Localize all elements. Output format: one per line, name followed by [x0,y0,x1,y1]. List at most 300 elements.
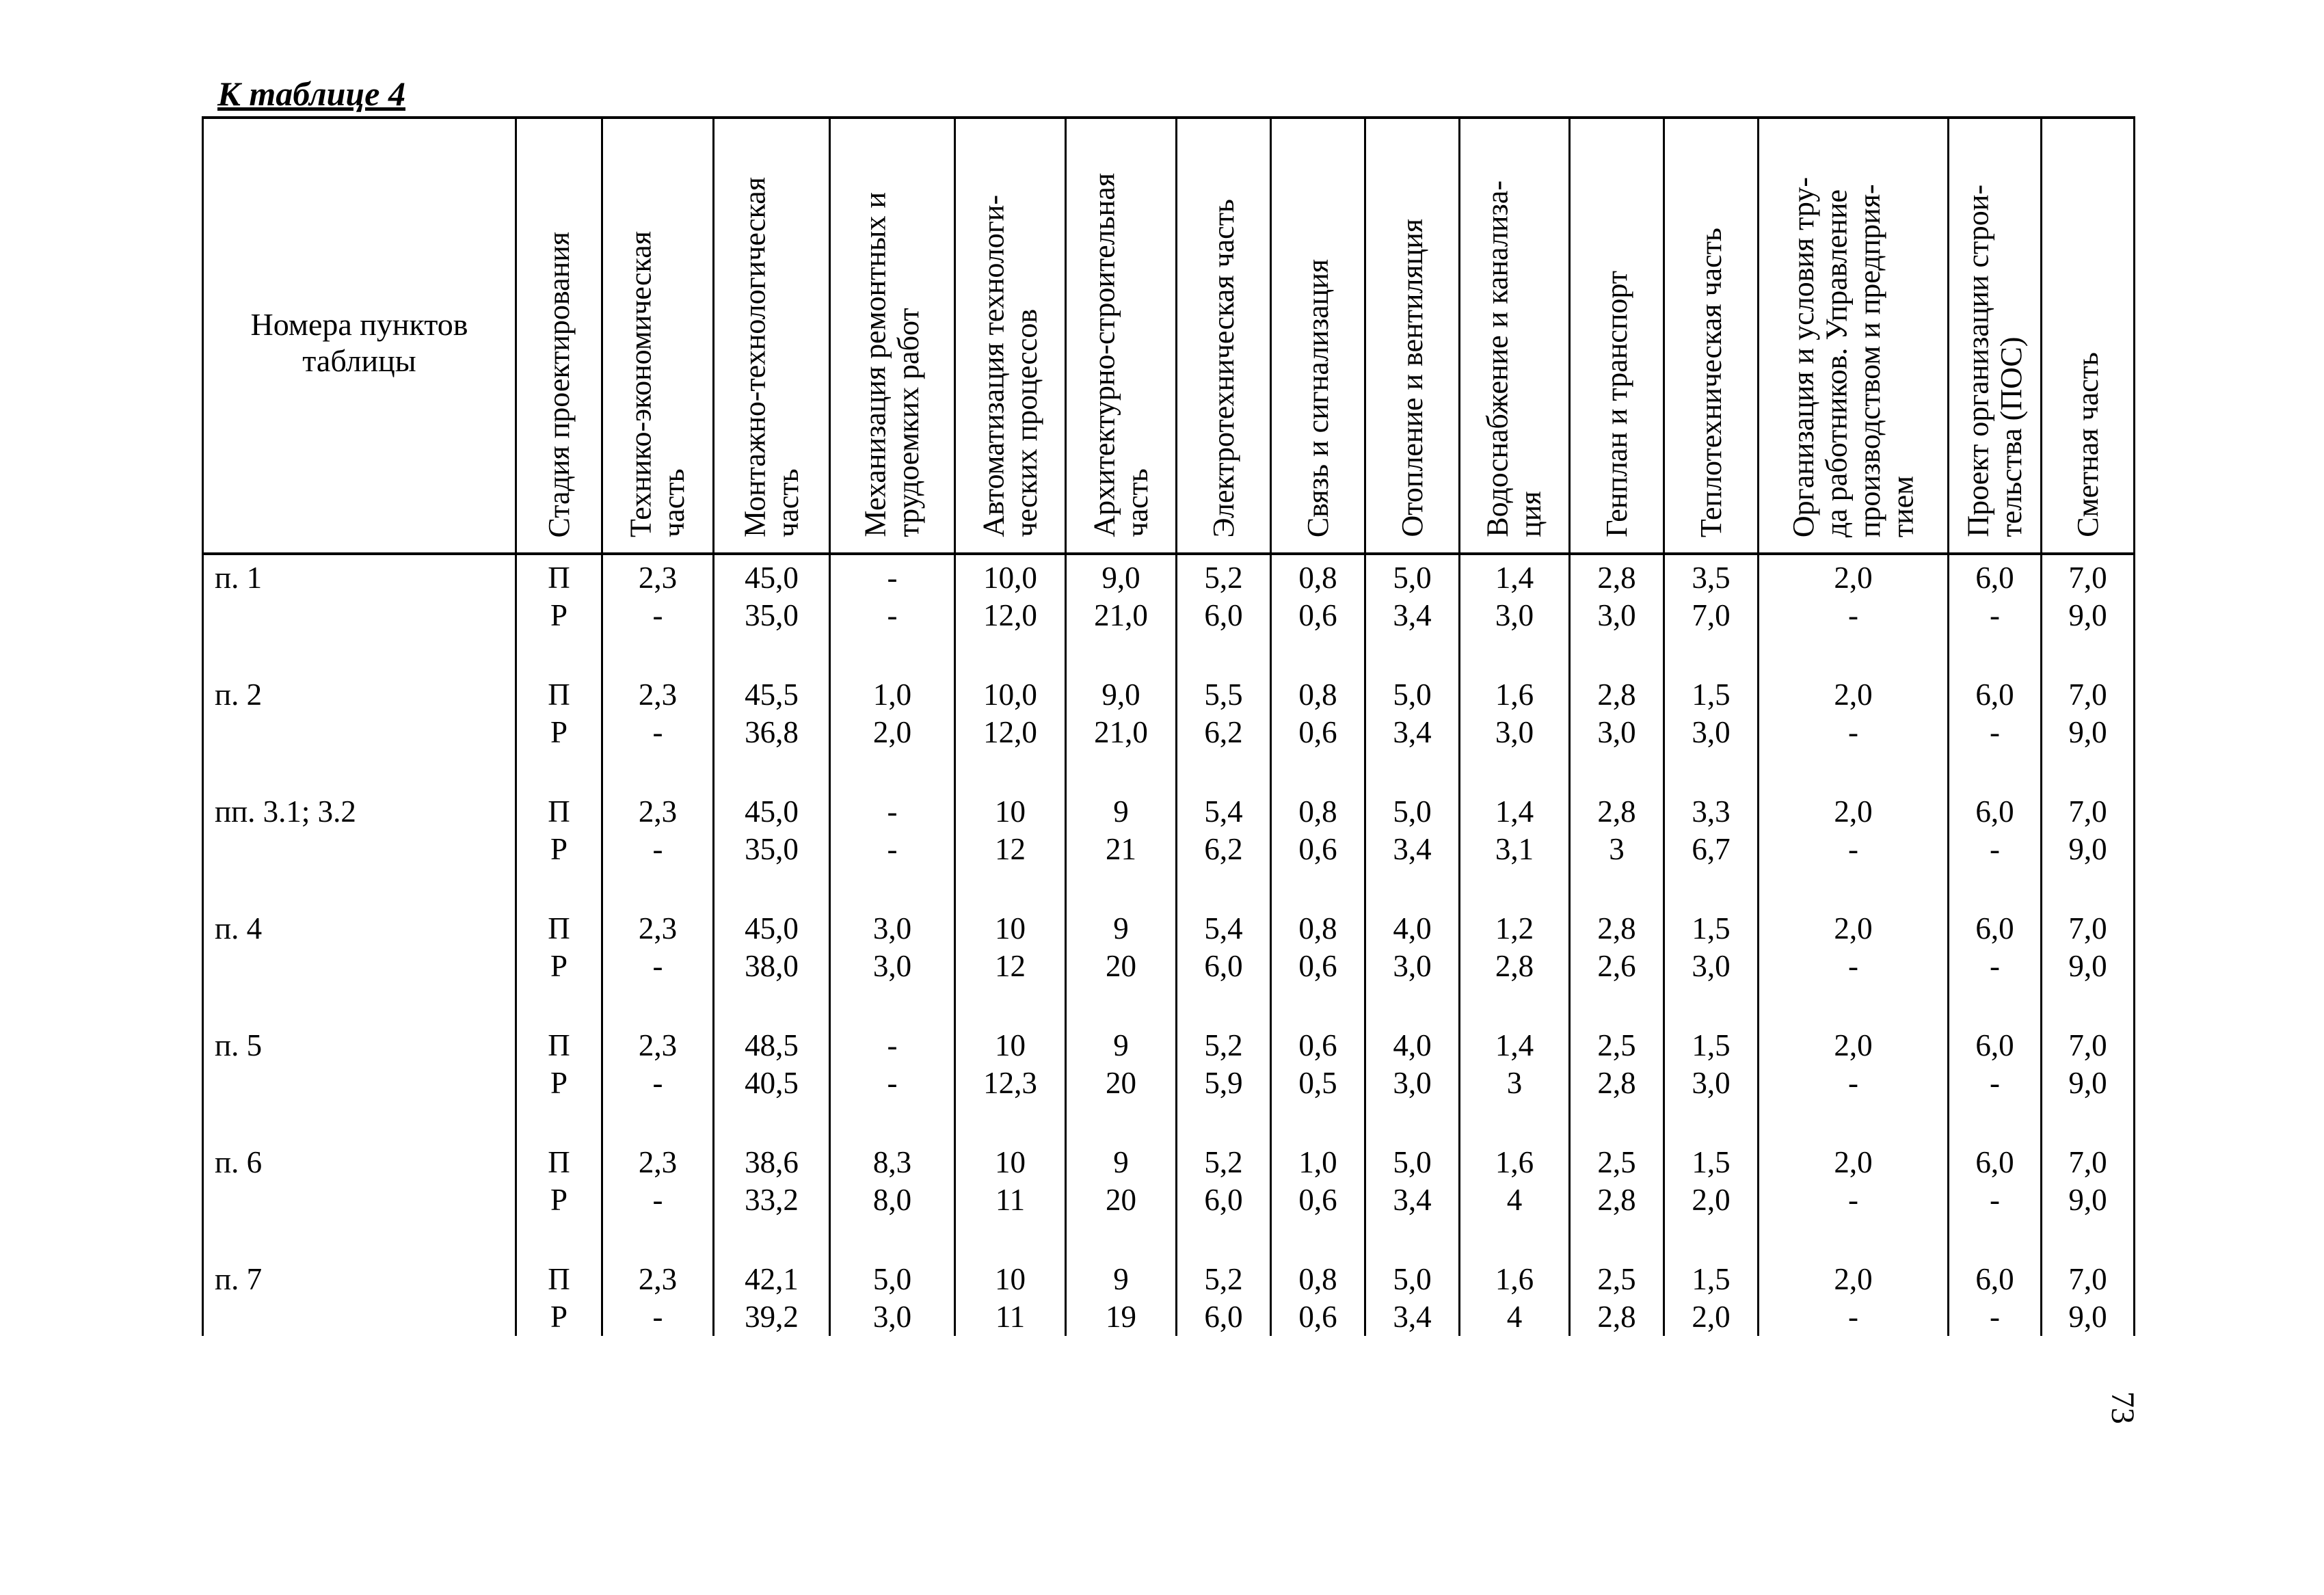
value-stage-p: 1,4 [1495,561,1534,595]
value-stage-r: - [1990,1300,2000,1334]
value-stage-r: - [1990,832,2000,866]
value-stage-r: 9,0 [2068,832,2107,866]
value-stage-r: - [887,598,898,632]
value-stage-r: 3,0 [872,949,912,983]
value-stage-r: 2,0 [1692,1300,1731,1334]
table-cell [714,554,830,672]
value-stage-p: 9 [1113,1262,1129,1296]
value-stage-r: 20 [1106,1183,1136,1217]
table-cell [602,1023,714,1140]
value-stage-p: 5,0 [1393,794,1432,829]
header-mount_tech [714,118,830,554]
table-cell [830,1023,955,1140]
value-stage-p: 5,0 [1393,678,1432,712]
table-cell [602,1257,714,1336]
table-cell [1664,672,1759,789]
table-caption: К таблице 4 [217,75,405,113]
value-stage-r: 12,0 [983,715,1037,749]
value-stage-p: 1,0 [872,678,912,712]
header-line: Механизация ремонтных и [858,192,892,537]
page-number: 73 [2105,1391,2141,1424]
table-cell [714,1140,830,1257]
value-stage-p: 1,5 [1692,1145,1731,1179]
value-stage-p: П [548,561,570,595]
value-stage-r: 9,0 [2068,949,2107,983]
table-cell [1949,1257,2042,1336]
table-cell [1271,906,1365,1023]
header-line: Генплан и транспорт [1599,271,1633,537]
value-stage-p: 0,6 [1298,1028,1337,1062]
table-cell [1664,789,1759,906]
value-stage-r: 3,0 [1692,949,1731,983]
header-line: Архитектурно-строительная [1087,173,1121,537]
value-stage-r: 21 [1106,832,1136,866]
header-estimate [2042,118,2135,554]
table-cell [602,672,714,789]
distribution-table [202,116,2135,1336]
value-stage-p: 6,0 [1975,1028,2014,1062]
header-line: Теплотехническая часть [1694,227,1728,537]
value-stage-p: 6,0 [1975,911,2014,946]
value-stage-r: 11 [995,1300,1026,1334]
table-cell [1570,554,1664,672]
value-stage-p: 2,3 [638,1028,678,1062]
value-stage-r: 38,0 [745,949,799,983]
value-stage-r: - [1990,1066,2000,1100]
value-stage-r: 11 [995,1183,1026,1217]
value-stage-p: 3,5 [1692,561,1731,595]
value-stage-r: 20 [1106,1066,1136,1100]
value-stage-r: 12 [995,949,1026,983]
table-cell [1460,1140,1570,1257]
value-stage-r: 36,8 [745,715,799,749]
table-cell [2042,554,2135,672]
value-stage-p: 5,4 [1204,794,1243,829]
value-stage-p: 2,5 [1597,1028,1636,1062]
value-stage-p: 2,0 [1834,1028,1873,1062]
table-cell [1365,1023,1460,1140]
value-stage-r: 35,0 [745,832,799,866]
value-stage-p: 0,8 [1298,561,1337,595]
value-stage-p: П [548,678,570,712]
value-stage-p: 9 [1113,1145,1129,1179]
value-stage-r: - [1848,1183,1858,1217]
value-stage-p: 6,0 [1975,678,2014,712]
value-stage-r: 0,6 [1298,832,1337,866]
header-line: Водоснабжение и канализа- [1480,180,1514,537]
value-stage-r: 40,5 [745,1066,799,1100]
value-stage-r: 20 [1106,949,1136,983]
value-stage-p: 5,0 [1393,561,1432,595]
row-label: п. 1 [203,554,516,672]
value-stage-p: 2,5 [1597,1262,1636,1296]
value-stage-p: 10,0 [983,678,1037,712]
value-stage-p: 7,0 [2068,1028,2107,1062]
row-label: пп. 3.1; 3.2 [203,789,516,906]
table-cell [955,1257,1066,1336]
value-stage-r: Р [550,949,568,983]
header-rownum [203,118,516,554]
table-cell [1664,1257,1759,1336]
value-stage-p: 2,8 [1597,561,1636,595]
value-stage-p: 2,3 [638,911,678,946]
value-stage-r: 3,0 [1393,949,1432,983]
row-label: п. 5 [203,1023,516,1140]
table-cell [1759,1257,1949,1336]
value-stage-r: 4 [1506,1300,1523,1334]
header-line: ция [1514,491,1547,537]
table-cell [830,1257,955,1336]
value-stage-p: 2,5 [1597,1145,1636,1179]
value-stage-p: 2,0 [1834,1262,1873,1296]
value-stage-p: П [548,1145,570,1179]
value-stage-p: 45,0 [745,794,799,829]
value-stage-r: 3,4 [1393,1300,1432,1334]
value-stage-r: 2,0 [872,715,912,749]
header-arch [1066,118,1177,554]
table-cell [2042,1257,2135,1336]
value-stage-p: 7,0 [2068,1262,2107,1296]
table-cell [1066,1140,1177,1257]
table-cell [602,789,714,906]
table-cell [516,789,602,906]
table-cell [830,1140,955,1257]
value-stage-p: 6,0 [1975,794,2014,829]
value-stage-r: 8,0 [872,1183,912,1217]
value-stage-r: Р [550,598,568,632]
value-stage-p: 2,0 [1834,561,1873,595]
value-stage-r: 12 [995,832,1026,866]
value-stage-r: - [1848,1300,1858,1334]
value-stage-p: П [548,794,570,829]
header-stage [516,118,602,554]
header-line: тием [1885,475,1919,537]
header-row [203,118,2135,554]
value-stage-p: 42,1 [745,1262,799,1296]
table-row [203,554,2135,672]
table-cell [1460,789,1570,906]
value-stage-r: - [1990,715,2000,749]
value-stage-p: 5,5 [1204,678,1243,712]
table-body [203,554,2135,1336]
table-cell [1365,1140,1460,1257]
value-stage-r: 35,0 [745,598,799,632]
table-cell [1460,554,1570,672]
value-stage-p: П [548,911,570,946]
value-stage-p: 5,0 [1393,1262,1432,1296]
value-stage-r: 7,0 [1692,598,1731,632]
value-stage-p: 1,6 [1495,1145,1534,1179]
value-stage-r: 2,8 [1597,1183,1636,1217]
value-stage-r: 3,1 [1495,832,1534,866]
header-tech_econ [602,118,714,554]
value-stage-p: 7,0 [2068,911,2107,946]
header-line: Номера пунктов [250,307,468,342]
value-stage-r: - [652,832,663,866]
value-stage-r: 3 [1609,832,1625,866]
value-stage-r: 6,2 [1204,832,1243,866]
value-stage-p: 2,8 [1597,911,1636,946]
value-stage-p: 3,0 [872,911,912,946]
header-thermo [1664,118,1759,554]
value-stage-p: 5,4 [1204,911,1243,946]
value-stage-p: 48,5 [745,1028,799,1062]
table-cell [1460,906,1570,1023]
value-stage-p: - [887,1028,898,1062]
header-line: ческих процессов [1009,309,1043,537]
value-stage-p: 0,8 [1298,1262,1337,1296]
table-cell [1949,554,2042,672]
value-stage-r: 6,2 [1204,715,1243,749]
value-stage-p: 2,3 [638,794,678,829]
value-stage-r: - [1848,598,1858,632]
table-cell [714,789,830,906]
value-stage-r: - [1848,949,1858,983]
value-stage-p: 1,4 [1495,794,1534,829]
value-stage-p: 1,5 [1692,911,1731,946]
table-row [203,789,2135,906]
table-row [203,906,2135,1023]
table-cell [714,1023,830,1140]
value-stage-r: 21,0 [1094,598,1148,632]
value-stage-p: 1,6 [1495,1262,1534,1296]
value-stage-r: 6,7 [1692,832,1731,866]
table-cell [1177,672,1271,789]
table-cell [1066,672,1177,789]
table-cell [1570,1140,1664,1257]
table-cell [1664,1140,1759,1257]
table-cell [1271,1257,1365,1336]
table-cell [1664,906,1759,1023]
table-cell [1177,1140,1271,1257]
header-labor [1759,118,1949,554]
value-stage-p: 9 [1113,911,1129,946]
value-stage-r: - [887,1066,898,1100]
header-line: часть [1120,468,1154,537]
table-cell [955,1023,1066,1140]
header-line: Связь и сигнализация [1300,258,1335,537]
table-cell [2042,906,2135,1023]
value-stage-p: 2,3 [638,561,678,595]
value-stage-p: 9 [1113,794,1129,829]
row-label: п. 4 [203,906,516,1023]
value-stage-r: - [1990,1183,2000,1217]
table-cell [516,672,602,789]
value-stage-p: 45,0 [745,561,799,595]
table-cell [602,1140,714,1257]
value-stage-r: 19 [1106,1300,1136,1334]
value-stage-r: 3,4 [1393,832,1432,866]
value-stage-r: 12,0 [983,598,1037,632]
value-stage-r: - [1848,1066,1858,1100]
value-stage-p: 2,3 [638,1145,678,1179]
value-stage-r: 39,2 [745,1300,799,1334]
value-stage-r: Р [550,1066,568,1100]
value-stage-r: 3,0 [1692,715,1731,749]
value-stage-r: 0,5 [1298,1066,1337,1100]
table-cell [1949,789,2042,906]
header-line: Организация и условия тру- [1786,176,1820,537]
table-cell [1759,1140,1949,1257]
row-label: п. 7 [203,1257,516,1336]
header-line: таблицы [302,343,416,378]
value-stage-p: 8,3 [872,1145,912,1179]
table-cell [1066,554,1177,672]
header-line: Отопление и вентиляция [1395,219,1429,537]
value-stage-p: 1,2 [1495,911,1534,946]
value-stage-r: - [1990,949,2000,983]
table-cell [1066,906,1177,1023]
value-stage-r: 6,0 [1204,949,1243,983]
table-cell [830,554,955,672]
table-cell [1570,672,1664,789]
value-stage-p: 5,0 [1393,1145,1432,1179]
table-cell [1949,1140,2042,1257]
table-cell [1365,672,1460,789]
header-electro [1177,118,1271,554]
table-cell [516,1257,602,1336]
row-label: п. 6 [203,1140,516,1257]
value-stage-p: 1,5 [1692,1028,1731,1062]
header-line: Стадия проектирования [542,231,576,537]
value-stage-r: - [1990,598,2000,632]
table-cell [1271,554,1365,672]
value-stage-r: 21,0 [1094,715,1148,749]
table-cell [1759,672,1949,789]
table-cell [1949,1023,2042,1140]
header-line: часть [657,468,691,537]
value-stage-r: - [652,1183,663,1217]
value-stage-p: - [887,794,898,829]
value-stage-r: 3,0 [1597,715,1636,749]
value-stage-r: 3,0 [1495,715,1534,749]
table-cell [1570,789,1664,906]
value-stage-p: 2,3 [638,1262,678,1296]
header-line: Технико-экономическая [624,231,658,537]
value-stage-p: 5,2 [1204,561,1243,595]
table-cell [1177,906,1271,1023]
value-stage-p: 9,0 [1101,561,1140,595]
value-stage-r: 9,0 [2068,1183,2107,1217]
table-cell [602,554,714,672]
value-stage-p: 9,0 [1101,678,1140,712]
table-cell [1365,906,1460,1023]
table-cell [516,554,602,672]
table-row [203,1140,2135,1257]
table-cell [1365,789,1460,906]
value-stage-r: 3,4 [1393,1183,1432,1217]
header-comm [1271,118,1365,554]
header-line: Электротехническая часть [1206,198,1240,537]
value-stage-p: 10 [995,1262,1026,1296]
value-stage-r: 2,8 [1597,1066,1636,1100]
value-stage-p: 2,0 [1834,678,1873,712]
header-line: Автоматизация технологи- [976,195,1011,537]
header-heat_vent [1365,118,1460,554]
value-stage-r: - [1848,832,1858,866]
value-stage-r: 0,6 [1298,949,1337,983]
value-stage-p: 45,0 [745,911,799,946]
table-cell [1177,1023,1271,1140]
value-stage-r: 3,4 [1393,715,1432,749]
table-cell [516,906,602,1023]
table-cell [830,906,955,1023]
table-cell [602,906,714,1023]
value-stage-r: 0,6 [1298,715,1337,749]
table-cell [2042,1023,2135,1140]
value-stage-p: 4,0 [1393,1028,1432,1062]
value-stage-p: 10 [995,794,1026,829]
table-cell [1949,906,2042,1023]
table-cell [1759,554,1949,672]
header-water [1460,118,1570,554]
table-cell [955,1140,1066,1257]
table-cell [1271,789,1365,906]
value-stage-r: Р [550,1300,568,1334]
value-stage-r: 3,4 [1393,598,1432,632]
table-cell [1664,1023,1759,1140]
header-line: Сметная часть [2070,352,2105,537]
value-stage-r: - [1848,715,1858,749]
value-stage-r: 3,0 [1692,1066,1731,1100]
header-line: часть [771,468,805,537]
table-cell [1759,906,1949,1023]
table-cell [1460,1257,1570,1336]
table-cell [830,672,955,789]
table-cell [1460,672,1570,789]
table-cell [830,789,955,906]
table-cell [955,906,1066,1023]
header-line: Проект организации строи- [1961,185,1995,537]
value-stage-r: 6,0 [1204,598,1243,632]
value-stage-p: 2,0 [1834,911,1873,946]
table-cell [1570,1023,1664,1140]
value-stage-p: 1,0 [1298,1145,1337,1179]
table-cell [516,1140,602,1257]
table-cell [714,1257,830,1336]
value-stage-r: 9,0 [2068,715,2107,749]
value-stage-p: 1,6 [1495,678,1534,712]
value-stage-r: 3,0 [1597,598,1636,632]
value-stage-r: 5,9 [1204,1066,1243,1100]
value-stage-r: 6,0 [1204,1183,1243,1217]
value-stage-p: 10 [995,1145,1026,1179]
value-stage-p: 7,0 [2068,561,2107,595]
value-stage-r: 12,3 [983,1066,1037,1100]
header-line: да работников. Управление [1819,189,1854,537]
value-stage-p: 7,0 [2068,1145,2107,1179]
value-stage-r: - [652,949,663,983]
value-stage-r: 2,8 [1495,949,1534,983]
table-cell [1759,789,1949,906]
header-line: производством и предприя- [1852,184,1886,537]
table-cell [1759,1023,1949,1140]
value-stage-r: - [887,832,898,866]
value-stage-p: 5,2 [1204,1145,1243,1179]
table-cell [1066,1023,1177,1140]
value-stage-p: 45,5 [745,678,799,712]
value-stage-r: Р [550,1183,568,1217]
value-stage-r: 3,0 [1393,1066,1432,1100]
header-mech [830,118,955,554]
table-cell [2042,1140,2135,1257]
header-pos [1949,118,2042,554]
table-cell [1177,789,1271,906]
value-stage-p: П [548,1262,570,1296]
value-stage-p: 0,8 [1298,911,1337,946]
table-cell [1460,1023,1570,1140]
value-stage-r: 6,0 [1204,1300,1243,1334]
